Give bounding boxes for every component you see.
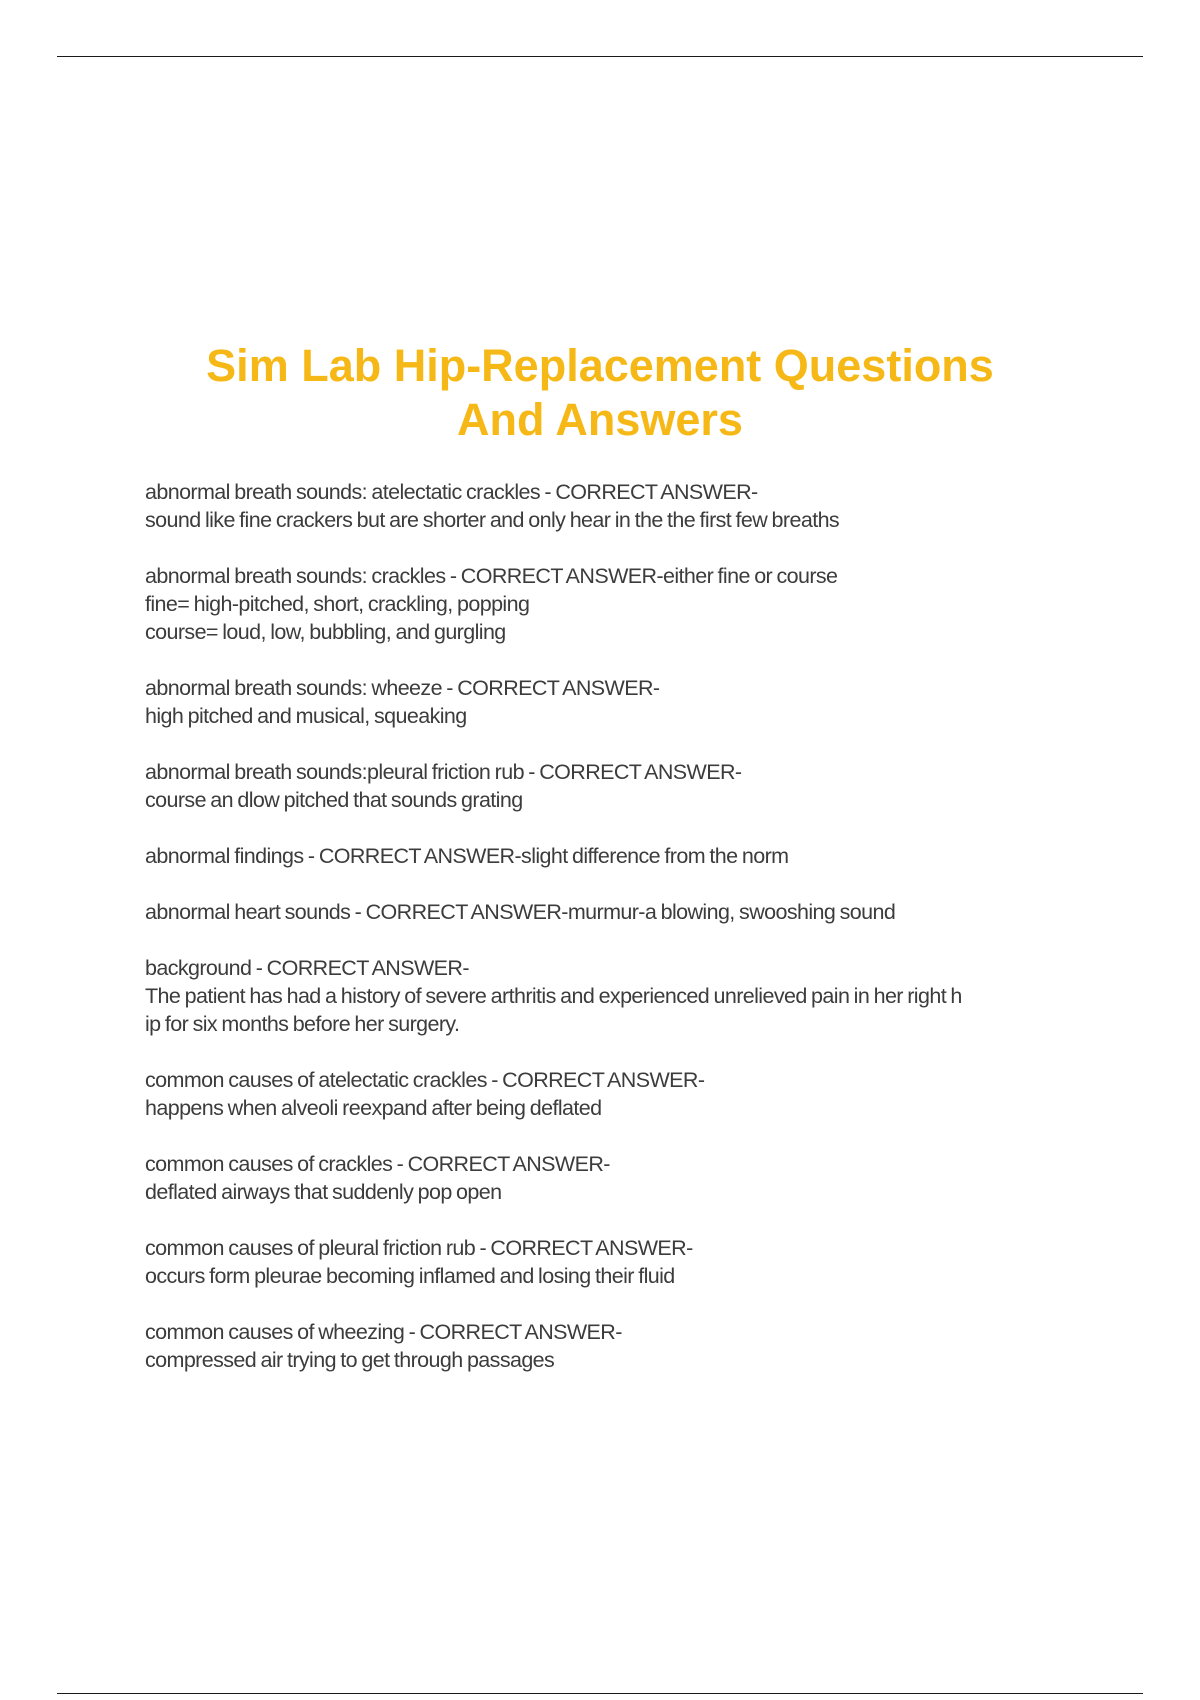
qa-line: compressed air trying to get through passages (145, 1348, 555, 1372)
qa-line: high pitched and musical, squeaking (145, 704, 467, 728)
title-line-2: And Answers (457, 394, 743, 445)
qa-item (145, 478, 1145, 534)
document-title (0, 339, 1200, 447)
qa-line: course= loud, low, bubbling, and gurgling (145, 620, 506, 644)
qa-line: common causes of crackles - CORRECT ANSWER- (145, 1152, 610, 1176)
qa-line: sound like fine crackers but are shorter and only hear in the the first few breaths (145, 508, 840, 532)
qa-item (145, 562, 1145, 646)
qa-line: abnormal findings - CORRECT ANSWER-slight difference from the norm (145, 844, 789, 868)
qa-line: fine= high-pitched, short, crackling, popping (145, 592, 530, 616)
qa-list (145, 478, 1145, 1402)
qa-line: occurs form pleurae becoming inflamed and losing their fluid (145, 1264, 675, 1288)
qa-line: abnormal breath sounds: wheeze - CORRECT ANSWER- (145, 676, 660, 700)
footer-rule (57, 1693, 1143, 1694)
qa-line: ip for six months before her surgery. (145, 1012, 460, 1036)
qa-line: happens when alveoli reexpand after being deflated (145, 1096, 602, 1120)
qa-item (145, 1234, 1145, 1290)
qa-line: common causes of pleural friction rub - CORRECT ANSWER- (145, 1236, 693, 1260)
qa-item (145, 842, 1145, 870)
qa-line: common causes of wheezing - CORRECT ANSWER- (145, 1320, 622, 1344)
qa-line: common causes of atelectatic crackles - CORRECT ANSWER- (145, 1068, 705, 1092)
title-line-1: Sim Lab Hip-Replacement Questions (206, 340, 994, 391)
qa-line: course an dlow pitched that sounds grating (145, 788, 523, 812)
qa-line: abnormal breath sounds: atelectatic crackles - CORRECT ANSWER- (145, 480, 758, 504)
qa-item (145, 1066, 1145, 1122)
qa-item (145, 758, 1145, 814)
qa-item (145, 1318, 1145, 1374)
qa-line: abnormal heart sounds - CORRECT ANSWER-murmur-a blowing, swooshing sound (145, 900, 896, 924)
qa-line: deflated airways that suddenly pop open (145, 1180, 502, 1204)
qa-line: abnormal breath sounds: crackles - CORRECT ANSWER-either fine or course (145, 564, 838, 588)
header-rule (57, 56, 1143, 57)
qa-line: The patient has had a history of severe arthritis and experienced unrelieved pain in her right h (145, 984, 962, 1008)
qa-item (145, 1150, 1145, 1206)
qa-item (145, 898, 1145, 926)
qa-line: background - CORRECT ANSWER- (145, 956, 469, 980)
qa-line: abnormal breath sounds:pleural friction rub - CORRECT ANSWER- (145, 760, 742, 784)
qa-item (145, 954, 1145, 1038)
qa-item (145, 674, 1145, 730)
